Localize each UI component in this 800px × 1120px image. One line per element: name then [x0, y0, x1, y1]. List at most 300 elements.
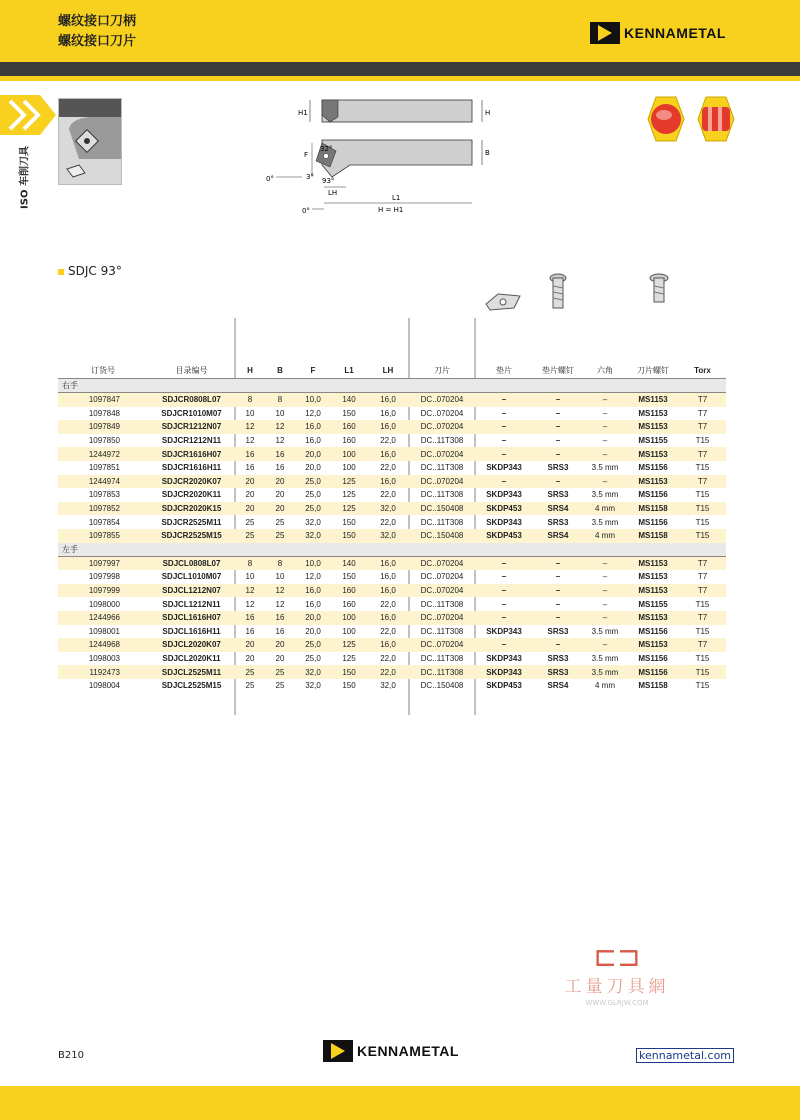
table-cell: 8 [265, 556, 295, 570]
dim-h1: H1 [298, 109, 308, 117]
table-cell: 20 [265, 502, 295, 516]
table-cell: 16 [265, 447, 295, 461]
table-cell: – [501, 408, 507, 418]
table-row [58, 652, 726, 666]
table-cell: 4 mm [583, 529, 627, 543]
table-cell: – [583, 447, 627, 461]
header-dark-band [0, 62, 800, 76]
table-cell: 20 [265, 475, 295, 489]
table-cell: 20 [275, 490, 285, 500]
table-cell: 22,0 [380, 517, 396, 527]
footer-band [0, 1086, 800, 1120]
table-cell: 32,0 [305, 517, 321, 527]
table-cell: SDJCR2525M15 [148, 529, 235, 543]
table-cell: 12 [275, 436, 285, 446]
table-cell: – [583, 393, 627, 407]
table-cell: 12 [235, 584, 265, 598]
table-cell: – [475, 638, 533, 652]
table-cell: 16,0 [367, 611, 409, 625]
table-row [58, 488, 726, 502]
kennametal-logo-icon-footer [323, 1040, 353, 1062]
table-cell: 1097851 [88, 463, 120, 473]
table-cell: 1097852 [58, 502, 148, 516]
table-cell: MS1156 [638, 490, 668, 500]
table-cell: 22,0 [380, 436, 396, 446]
table-cell: 16,0 [305, 599, 321, 609]
table-cell: 1097854 [88, 517, 120, 527]
table-cell: – [602, 572, 608, 582]
website-link[interactable]: kennametal.com [636, 1048, 734, 1063]
table-row [58, 502, 726, 516]
table-cell: T7 [679, 611, 726, 625]
table-cell: DC..11T308 [420, 517, 464, 527]
table-cell: 10,0 [295, 556, 331, 570]
table-cell: 1244972 [58, 447, 148, 461]
table-cell: – [475, 447, 533, 461]
table-cell: – [555, 436, 561, 446]
table-cell: 160 [342, 599, 356, 609]
table-cell: DC..070204 [409, 556, 475, 570]
table-cell: T7 [679, 447, 726, 461]
table-cell: DC..11T308 [420, 653, 464, 663]
table-cell: 125 [331, 502, 367, 516]
table-cell: 25 [265, 529, 295, 543]
table-cell: 3.5 mm [591, 463, 619, 473]
table-cell: DC..070204 [409, 420, 475, 434]
table-cell: T15 [695, 599, 710, 609]
header-title-line2: 螺纹接口刀片 [58, 34, 137, 49]
table-cell: 100 [331, 611, 367, 625]
table-cell: SRS3 [547, 463, 569, 473]
table-cell: – [501, 572, 507, 582]
table-cell: 3.5 mm [591, 653, 619, 663]
table-cell: T15 [679, 529, 726, 543]
table-cell: 32,0 [380, 681, 396, 691]
application-icons [634, 95, 744, 145]
table-cell: 1097847 [58, 393, 148, 407]
table-cell: T7 [697, 572, 708, 582]
table-cell: SDJCL2525M11 [148, 665, 235, 679]
table-cell: MS1155 [638, 436, 668, 446]
table-cell: SKDP453 [475, 502, 533, 516]
table-cell: 25 [275, 681, 285, 691]
table-group-row [58, 379, 726, 393]
header-title-line1: 螺纹接口刀柄 [58, 14, 137, 29]
table-cell: SRS3 [533, 665, 583, 679]
table-cell: – [533, 420, 583, 434]
table-row [58, 475, 726, 489]
table-cell: T7 [679, 556, 726, 570]
table-cell: 16,0 [367, 393, 409, 407]
table-cell: DC..070204 [409, 447, 475, 461]
table-cell: 16,0 [367, 556, 409, 570]
table-cell: 160 [331, 420, 367, 434]
table-cell: 8 [235, 393, 265, 407]
table-cell: – [533, 556, 583, 570]
table-row [58, 611, 726, 625]
table-row [58, 407, 726, 421]
col-catalog-no: 目录编号 [148, 362, 235, 379]
tool-insert-icon [59, 99, 121, 184]
table-cell: 16 [275, 626, 285, 636]
table-cell: 32,0 [305, 681, 321, 691]
table-cell: 20,0 [295, 611, 331, 625]
watermark-text: 工量刀具網 [564, 977, 670, 997]
table-cell: – [583, 584, 627, 598]
table-cell: SRS3 [547, 626, 569, 636]
table-cell: 22,0 [380, 653, 396, 663]
table-cell: 1097997 [58, 556, 148, 570]
table-cell: 25,0 [305, 490, 321, 500]
table-cell: T15 [695, 653, 710, 663]
header-yellow-band [0, 76, 800, 81]
table-cell: 1098000 [88, 599, 120, 609]
table-cell: 150 [331, 665, 367, 679]
table-cell: SRS3 [547, 517, 569, 527]
group-label: 右手 [58, 379, 726, 393]
table-cell: SKDP343 [475, 665, 533, 679]
table-cell: SRS4 [547, 681, 569, 691]
table-cell: DC..070204 [409, 611, 475, 625]
table-cell: 125 [331, 475, 367, 489]
table-cell: 125 [331, 638, 367, 652]
table-row [58, 434, 726, 448]
table-cell: 1097853 [88, 490, 120, 500]
table-cell: MS1156 [638, 653, 668, 663]
table-cell: 16,0 [367, 475, 409, 489]
page-header [0, 0, 800, 62]
table-cell: DC..070204 [420, 572, 464, 582]
table-cell: 1098001 [88, 626, 120, 636]
table-cell: – [475, 393, 533, 407]
table-cell: – [501, 436, 507, 446]
table-cell: 20 [275, 653, 285, 663]
table-cell: 16 [275, 463, 285, 473]
dim-angle-3: 3° [306, 173, 314, 181]
table-cell: MS1156 [638, 626, 668, 636]
table-row [58, 597, 726, 611]
table-cell: – [475, 611, 533, 625]
table-cell: 100 [342, 463, 356, 473]
table-cell: SDJCR2020K07 [148, 475, 235, 489]
table-cell: 1098004 [88, 681, 120, 691]
side-tab-label: ISO 车削刀具 [19, 146, 31, 209]
table-cell: SDJCL1212N11 [162, 599, 221, 609]
table-cell: 20 [235, 475, 265, 489]
table-cell: 12 [265, 420, 295, 434]
insert-screw-icon [648, 272, 670, 308]
table-cell: 1097999 [58, 584, 148, 598]
dim-h-eq-h1: H = H1 [378, 206, 404, 214]
table-cell: 22,0 [380, 490, 396, 500]
table-cell: 140 [331, 556, 367, 570]
section-arrow-icon [0, 95, 56, 135]
table-cell: 25 [235, 529, 265, 543]
table-cell: SDJCR2020K15 [148, 502, 235, 516]
table-cell: DC..11T308 [420, 626, 464, 636]
table-cell: SKDP343 [486, 517, 522, 527]
table-cell: MS1153 [627, 611, 679, 625]
table-cell: – [533, 393, 583, 407]
table-cell: T15 [695, 463, 710, 473]
table-cell: 20 [235, 502, 265, 516]
table-cell: 125 [342, 490, 356, 500]
table-cell: DC..070204 [409, 393, 475, 407]
table-cell: – [583, 556, 627, 570]
table-cell: MS1153 [627, 393, 679, 407]
table-cell: SRS3 [547, 490, 569, 500]
dimension-drawing [262, 95, 502, 220]
table-row [58, 625, 726, 639]
table-cell: MS1153 [627, 420, 679, 434]
table-row [58, 461, 726, 475]
table-row [58, 447, 726, 461]
table-cell: 140 [331, 393, 367, 407]
table-cell: SDJCL0808L07 [148, 556, 235, 570]
table-cell: 1244968 [58, 638, 148, 652]
table-cell: 3.5 mm [583, 665, 627, 679]
table-cell: SDJCL1212N07 [148, 584, 235, 598]
table-cell: SDJCR2020K11 [161, 490, 222, 500]
table-cell: MS1153 [627, 447, 679, 461]
table-cell: 150 [342, 572, 356, 582]
table-cell: – [555, 599, 561, 609]
table-cell: DC..070204 [409, 638, 475, 652]
table-cell: 12,0 [305, 408, 321, 418]
table-cell: 150 [342, 517, 356, 527]
brand-logo-header[interactable] [590, 22, 726, 44]
table-cell: 10 [275, 572, 285, 582]
table-cell: 16 [245, 626, 255, 636]
table-cell: T7 [679, 420, 726, 434]
table-cell: 25 [265, 665, 295, 679]
table-row [58, 570, 726, 584]
table-cell: 3.5 mm [591, 490, 619, 500]
watermark-url: WWW.GLRJW.COM [585, 999, 649, 1007]
table-body [58, 379, 726, 693]
table-cell: 32,0 [367, 502, 409, 516]
table-cell: 4 mm [583, 502, 627, 516]
col-shim-screw: 垫片螺钉 [533, 362, 583, 379]
table-cell: 22,0 [380, 626, 396, 636]
table-cell: 22,0 [367, 665, 409, 679]
shim-icon [484, 290, 524, 312]
table-cell: MS1156 [638, 463, 668, 473]
table-row [58, 556, 726, 570]
table-cell: DC..150408 [409, 502, 475, 516]
group-label: 左手 [58, 543, 726, 557]
table-cell: DC..070204 [420, 408, 464, 418]
table-cell: MS1153 [627, 584, 679, 598]
table-cell: 16,0 [380, 408, 396, 418]
col-torx: Torx [679, 362, 726, 379]
table-cell: 100 [342, 626, 356, 636]
table-cell: 20,0 [305, 626, 321, 636]
table-cell: SDJCR1616H07 [148, 447, 235, 461]
table-cell: DC..11T308 [420, 436, 464, 446]
tool-photo [58, 98, 122, 185]
table-cell: 1097849 [58, 420, 148, 434]
table-cell: 16,0 [367, 638, 409, 652]
table-cell: T15 [679, 665, 726, 679]
table-cell: 12 [245, 599, 255, 609]
table-cell: – [475, 584, 533, 598]
table-cell: DC..070204 [409, 475, 475, 489]
section-bullet-icon [58, 269, 64, 275]
table-cell: 1097855 [58, 529, 148, 543]
table-cell: MS1153 [638, 572, 668, 582]
table-cell: DC..11T308 [420, 599, 464, 609]
table-cell: SDJCR1010M07 [161, 408, 222, 418]
table-cell: 25,0 [295, 502, 331, 516]
table-cell: T15 [695, 436, 710, 446]
table-cell: 22,0 [380, 463, 396, 473]
table-cell: SKDP343 [486, 653, 522, 663]
table-cell: – [533, 447, 583, 461]
table-cell: 16,0 [295, 420, 331, 434]
table-cell: SDJCL2020K11 [162, 653, 221, 663]
table-cell: SDJCL1010M07 [161, 572, 222, 582]
dim-h: H [485, 109, 491, 117]
table-cell: 10,0 [295, 393, 331, 407]
table-cell: – [555, 572, 561, 582]
table-cell: 150 [331, 529, 367, 543]
table-cell: T15 [695, 490, 710, 500]
table-cell: – [475, 420, 533, 434]
table-cell: – [475, 556, 533, 570]
table-cell: 22,0 [380, 599, 396, 609]
dim-b: B [485, 149, 490, 157]
table-cell: MS1156 [627, 665, 679, 679]
table-cell: T7 [697, 408, 708, 418]
col-insert-screw: 刀片螺钉 [627, 362, 679, 379]
table-row [58, 665, 726, 679]
table-cell: – [475, 475, 533, 489]
table-cell: MS1153 [627, 638, 679, 652]
table-cell: 25,0 [295, 638, 331, 652]
table-cell: 16,0 [367, 584, 409, 598]
table-cell: 8 [235, 556, 265, 570]
table-cell: 25 [245, 681, 255, 691]
table-cell: SDJCR0808L07 [148, 393, 235, 407]
table-cell: 16,0 [295, 584, 331, 598]
table-cell: MS1158 [627, 502, 679, 516]
table-cell: 1097850 [88, 436, 120, 446]
table-cell: 16 [245, 463, 255, 473]
table-cell: 160 [342, 436, 356, 446]
col-h: H [235, 362, 265, 379]
table-cell: 12 [275, 599, 285, 609]
table-cell: 12 [235, 420, 265, 434]
table-cell: 12,0 [305, 572, 321, 582]
table-cell: – [533, 475, 583, 489]
side-tab [13, 145, 33, 215]
table-cell: 20 [245, 490, 255, 500]
table-cell: MS1158 [638, 681, 668, 691]
table-cell: – [583, 475, 627, 489]
table-cell: 1244966 [58, 611, 148, 625]
table-cell: 12 [245, 436, 255, 446]
table-cell: – [602, 599, 608, 609]
dim-angle-93: 93° [322, 177, 335, 185]
dim-angle-0-bottom: 0° [302, 207, 310, 215]
table-cell: SRS4 [533, 502, 583, 516]
table-cell: 20 [265, 638, 295, 652]
dim-l1: L1 [392, 194, 401, 202]
table-cell: SKDP453 [486, 681, 522, 691]
table-cell: 16,0 [367, 447, 409, 461]
brand-logo-footer[interactable] [323, 1040, 459, 1062]
kennametal-logo-icon [590, 22, 620, 44]
table-cell: 150 [342, 681, 356, 691]
table-cell: 16 [265, 611, 295, 625]
table-cell: MS1155 [638, 599, 668, 609]
table-cell: SDJCL1616H11 [162, 626, 221, 636]
table-cell: 16,0 [367, 420, 409, 434]
table-cell: SKDP343 [486, 463, 522, 473]
table-cell: SDJCL2525M15 [161, 681, 222, 691]
table-cell: 4 mm [595, 681, 615, 691]
table-cell: – [583, 611, 627, 625]
table-cell: 25 [275, 517, 285, 527]
col-insert: 刀片 [409, 362, 475, 379]
section-title: SDJC 93° [58, 264, 122, 278]
table-cell: 125 [342, 653, 356, 663]
table-cell: SRS3 [547, 653, 569, 663]
table-cell: SDJCR2525M11 [161, 517, 222, 527]
table-cell: SKDP453 [475, 529, 533, 543]
table-cell: – [583, 638, 627, 652]
table-cell: 25,0 [305, 653, 321, 663]
dim-lh: LH [328, 189, 338, 197]
table-row [58, 584, 726, 598]
table-cell: DC..150408 [420, 681, 464, 691]
table-cell: 20 [245, 653, 255, 663]
table-cell: T15 [679, 502, 726, 516]
table-cell: MS1153 [638, 408, 668, 418]
table-cell: 1097998 [88, 572, 120, 582]
col-b: B [265, 362, 295, 379]
table-cell: 10 [245, 572, 255, 582]
dim-angle-0-top: 0° [266, 175, 274, 183]
table-cell: SDJCR1212N07 [148, 420, 235, 434]
table-cell: – [533, 584, 583, 598]
dim-angle-32: 32° [320, 145, 333, 153]
table-cell: 25 [245, 517, 255, 527]
shim-screw-icon [548, 272, 568, 314]
table-cell: SDJCL1616H07 [148, 611, 235, 625]
col-shim: 垫片 [475, 362, 533, 379]
table-cell: 20 [235, 638, 265, 652]
table-cell: – [501, 599, 507, 609]
table-cell: SKDP343 [486, 490, 522, 500]
table-cell: 16,0 [380, 572, 396, 582]
table-cell: 1244974 [58, 475, 148, 489]
table-cell: 1098003 [88, 653, 120, 663]
table-cell: DC..11T308 [420, 463, 464, 473]
table-cell: 3.5 mm [591, 626, 619, 636]
table-cell: T7 [679, 584, 726, 598]
table-cell: 16 [235, 611, 265, 625]
table-cell: SDJCR1616H11 [161, 463, 222, 473]
table-cell: T15 [695, 626, 710, 636]
table-row [58, 393, 726, 407]
table-cell: 3.5 mm [591, 517, 619, 527]
table-cell: MS1156 [638, 517, 668, 527]
table-cell: 16,0 [305, 436, 321, 446]
col-hex: 六角 [583, 362, 627, 379]
table-cell: 32,0 [367, 529, 409, 543]
